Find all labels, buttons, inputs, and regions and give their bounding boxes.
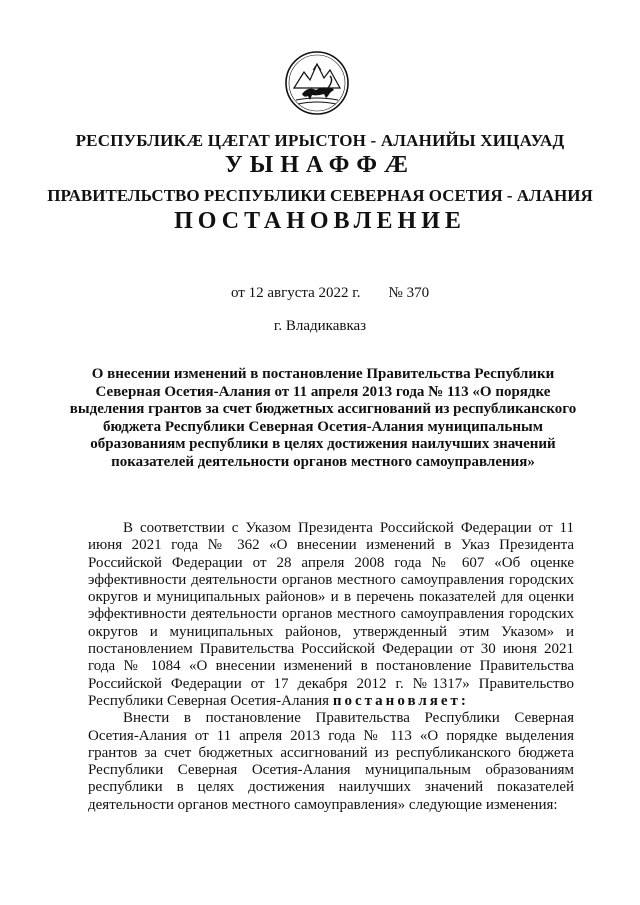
header-ossetian-resolution: УЫНАФФӔ <box>225 152 415 178</box>
document-dateline <box>231 285 429 302</box>
header-russian-government: ПРАВИТЕЛЬСТВО РЕСПУБЛИКИ СЕВЕРНАЯ ОСЕТИЯ - АЛАНИЯ <box>47 186 593 205</box>
document-date: от 12 августа 2022 г. <box>231 285 361 301</box>
document-city: г. Владикавказ <box>273 318 367 334</box>
document-body <box>88 520 574 814</box>
body-paragraph-2: Внести в постановление Правительства Республики Северная Осетия-Алания от 11 апреля 2013 года № 113 «О порядке выделения грантов за счет бюджетных ассигнований из республиканского бюджета Республики Северная Осетия-Алания муниципальным образованиям республики в целях достижения наилучших значений показателей деятельности органов местного самоуправления» следующие изменения: <box>88 710 574 813</box>
header-ossetian-government: РЕСПУБЛИКӔ ЦӔГАТ ИРЫСТОН - АЛАНИЙЫ ХИЦАУАД <box>75 131 565 150</box>
document-number: № 370 <box>388 285 430 301</box>
resolution-keyword: постановляет: <box>332 692 469 709</box>
coat-of-arms-emblem <box>284 50 350 116</box>
body-paragraph-1 <box>88 520 574 710</box>
body-paragraph-1-text: В соответствии с Указом Президента Российской Федерации от 11 июня 2021 года № 362 «О внесении изменений в Указ Президента Российской Федерации от 28 апреля 2008 года № 607 «Об оценке эффективности деятельности органов местного самоуправления городских округов и муниципальных районов» и в перечень показателей для оценки эффективности деятельности органов местного самоуправления городских округов и муниципальных районов, утвержденный этим Указом» и постановлением Правительства Российской Федерации от 30 июня 2021 года № 1084 «О внесении изменений в постановление Правительства Российской Федерации от 17 декабря 2012 г. №1317» Правительство Республики Северная Осетия-Алания <box>88 520 574 709</box>
document-title: О внесении изменений в постановление Правительства Республики Северная Осетия-Алания от 11 апреля 2013 года № 113 «О порядке выделения грантов за счет бюджетных ассигнований из республиканского бюджета Республики Северная Осетия-Алания муниципальным образованиям республики в целях достижения наилучших значений показателей деятельности органов местного самоуправления» <box>69 366 577 470</box>
header-russian-resolution: ПОСТАНОВЛЕНИЕ <box>174 208 466 234</box>
